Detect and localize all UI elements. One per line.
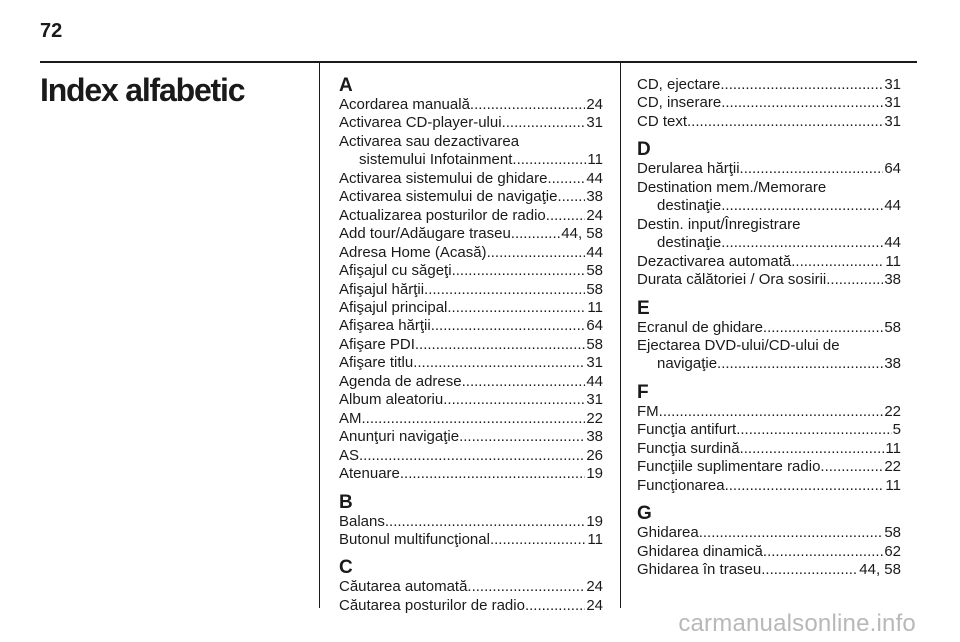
entry-label: Căutarea posturilor de radio: [339, 596, 525, 614]
index-entry[interactable]: [339, 513, 603, 531]
dot-leader: [415, 336, 585, 354]
dot-leader: [725, 477, 885, 495]
entry-page: 58: [884, 524, 901, 542]
dot-leader: [490, 531, 586, 549]
entry-label: Afişarea hărţii: [339, 317, 431, 335]
dot-leader: [385, 513, 585, 531]
entry-label: Activarea sistemului de navigaţie: [339, 188, 558, 206]
dot-leader: [820, 458, 883, 476]
dot-leader: [761, 561, 858, 579]
index-entry[interactable]: [339, 447, 603, 465]
index-entry[interactable]: [339, 96, 603, 114]
index-entry[interactable]: [339, 531, 603, 549]
entry-label: Durata călătoriei / Ora sosirii: [637, 271, 827, 289]
index-section: [637, 76, 901, 131]
entry-page: 24: [586, 206, 603, 224]
index-section: [339, 76, 603, 484]
entry-label: Afişare titlu: [339, 354, 414, 372]
entry-label: FM: [637, 402, 659, 420]
entry-page: 31: [884, 94, 901, 112]
entry-page: 24: [586, 578, 603, 596]
dot-leader: [424, 281, 585, 299]
index-entry[interactable]: [339, 281, 603, 299]
entry-page: 11: [885, 439, 901, 457]
index-entry[interactable]: [637, 76, 901, 94]
index-entry[interactable]: [637, 160, 901, 178]
dot-leader: [736, 421, 891, 439]
dot-leader: [359, 447, 585, 465]
index-entry[interactable]: [339, 428, 603, 446]
entry-label: Activarea CD-player-ului: [339, 114, 502, 132]
index-section: [339, 493, 603, 550]
dot-leader: [447, 299, 586, 317]
entry-label: Funcţia surdină: [637, 439, 740, 457]
entry-page: 58: [884, 318, 901, 336]
dot-leader: [525, 597, 585, 615]
index-entry[interactable]: [339, 373, 603, 391]
dot-leader: [721, 197, 883, 215]
section-letter: F: [637, 381, 649, 403]
dot-leader: [687, 113, 883, 131]
entry-continuation: [637, 197, 901, 215]
dot-leader: [467, 578, 585, 596]
entry-label: Căutarea automată: [339, 578, 468, 596]
dot-leader: [826, 271, 883, 289]
entry-label: Ghidarea dinamică: [637, 542, 763, 560]
entry-label: Destin. input/Înregistrare: [637, 215, 801, 233]
entry-label: Actualizarea posturilor de radio: [339, 206, 546, 224]
entry-label: Afişajul principal: [339, 298, 448, 316]
entry-page: 31: [586, 114, 603, 132]
entry-page: 11: [885, 252, 901, 270]
index-entry[interactable]: [637, 216, 901, 253]
index-entry[interactable]: [637, 561, 901, 579]
index-entry[interactable]: [339, 262, 603, 280]
index-entry[interactable]: [339, 207, 603, 225]
dot-leader: [547, 170, 585, 188]
section-letter: G: [637, 503, 652, 525]
entry-label: Derularea hărţii: [637, 160, 740, 178]
dot-leader: [462, 373, 586, 391]
entry-label: Funcţiile suplimentare radio: [637, 458, 821, 476]
entry-label: Ghidarea în traseu: [637, 561, 762, 579]
entry-page: 26: [586, 446, 603, 464]
entry-label-continued: sistemului Infotainment: [359, 151, 513, 169]
entry-label: CD text: [637, 112, 688, 130]
entry-page: 64: [586, 317, 603, 335]
dot-leader: [720, 76, 883, 94]
entry-continuation: [637, 355, 901, 373]
entry-page: 24: [586, 96, 603, 113]
entry-page: 44: [586, 243, 603, 261]
entry-label: Funcţionarea: [637, 476, 725, 494]
entry-label: CD, inserare: [637, 94, 722, 112]
entry-page: 22: [884, 458, 901, 476]
index-column-1: [339, 76, 603, 624]
watermark: carmanualsonline.info: [678, 610, 916, 637]
section-letter: D: [637, 139, 651, 161]
entry-page: 38: [586, 428, 603, 446]
entry-label: AM: [339, 409, 362, 427]
entry-label: CD, ejectare: [637, 76, 721, 93]
entry-label: Activarea sistemului de ghidare: [339, 169, 548, 187]
entry-label: Album aleatoriu: [339, 391, 444, 409]
dot-leader: [400, 465, 585, 483]
entry-label: Atenuare: [339, 465, 400, 483]
index-entry[interactable]: [339, 391, 603, 409]
section-letter: B: [339, 491, 353, 513]
index-entry[interactable]: [637, 458, 901, 476]
entry-page: 58: [586, 280, 603, 298]
entry-page: 19: [586, 512, 603, 530]
column-divider: [620, 62, 621, 608]
header-rule: [40, 61, 917, 63]
dot-leader: [791, 253, 884, 271]
entry-page: 31: [884, 112, 901, 130]
index-entry[interactable]: [339, 597, 603, 615]
entry-label: Dezactivarea automată: [637, 252, 792, 270]
entry-page: 11: [587, 298, 603, 316]
dot-leader: [557, 188, 585, 206]
entry-label: Ghidarea: [637, 524, 699, 542]
section-letter: A: [339, 75, 353, 96]
dot-leader: [452, 262, 586, 280]
entry-page: 11: [587, 530, 603, 548]
dot-leader: [721, 234, 883, 252]
entry-page: 44, 58: [859, 561, 901, 579]
entry-label: Acordarea manuală: [339, 96, 470, 113]
entry-page: 44: [884, 234, 901, 252]
index-entry[interactable]: [637, 179, 901, 216]
entry-label: AS: [339, 446, 360, 464]
index-entry[interactable]: [339, 336, 603, 354]
index-entry[interactable]: [339, 114, 603, 132]
entry-page: 31: [586, 354, 603, 372]
page-title: Index alfabetic: [40, 72, 245, 108]
entry-label: Anunţuri navigaţie: [339, 428, 460, 446]
index-entry[interactable]: [637, 543, 901, 561]
entry-continuation: [339, 151, 603, 169]
entry-page: 38: [884, 355, 901, 373]
entry-page: 62: [884, 542, 901, 560]
index-entry[interactable]: [637, 271, 901, 289]
index-section: [637, 383, 901, 495]
page-number: 72: [40, 20, 63, 42]
entry-label: Funcţia antifurt: [637, 421, 737, 439]
dot-leader: [459, 428, 585, 446]
index-entry[interactable]: [339, 244, 603, 262]
entry-page: 38: [586, 188, 603, 206]
dot-leader: [740, 440, 885, 458]
index-section: [339, 558, 603, 615]
entry-page: 19: [586, 465, 603, 483]
entry-label: Butonul multifuncţional: [339, 530, 490, 548]
section-letter: C: [339, 557, 353, 579]
index-entry[interactable]: [637, 113, 901, 131]
entry-label: Add tour/Adăugare traseu: [339, 225, 511, 243]
entry-label: Ecranul de ghidare: [637, 318, 763, 336]
dot-leader: [470, 96, 585, 114]
dot-leader: [431, 317, 586, 335]
index-entry[interactable]: [637, 253, 901, 271]
index-section: [637, 299, 901, 374]
entry-page: 11: [885, 476, 901, 494]
index-entry[interactable]: [637, 94, 901, 112]
index-entry[interactable]: [637, 421, 901, 439]
dot-leader: [699, 524, 884, 542]
index-entry[interactable]: [339, 170, 603, 188]
dot-leader: [546, 207, 586, 225]
dot-leader: [487, 244, 586, 262]
dot-leader: [512, 151, 586, 169]
index-entry[interactable]: [339, 188, 603, 206]
index-entry[interactable]: [637, 440, 901, 458]
entry-label: Afişare PDI: [339, 335, 415, 353]
index-column-2: [637, 76, 901, 589]
entry-label-continued: destinaţie: [657, 234, 722, 252]
index-entry[interactable]: [339, 410, 603, 428]
entry-page: 58: [586, 262, 603, 280]
index-entry[interactable]: [637, 403, 901, 421]
entry-page: 31: [884, 76, 901, 93]
dot-leader: [511, 225, 560, 243]
entry-page: 64: [884, 160, 901, 178]
dot-leader: [362, 410, 586, 428]
index-entry[interactable]: [339, 317, 603, 335]
dot-leader: [740, 160, 884, 178]
dot-leader: [413, 354, 585, 372]
entry-label: Adresa Home (Acasă): [339, 243, 487, 261]
entry-page: 44, 58: [561, 225, 603, 243]
entry-label: Agenda de adrese: [339, 372, 462, 390]
dot-leader: [443, 391, 585, 409]
dot-leader: [659, 403, 884, 421]
entry-label: Balans: [339, 512, 385, 530]
entry-page: 44: [586, 169, 603, 187]
entry-page: 24: [586, 596, 603, 614]
entry-label-continued: destinaţie: [657, 197, 722, 215]
section-letter: E: [637, 297, 650, 319]
entry-label: Afişajul hărţii: [339, 280, 425, 298]
index-entry[interactable]: [339, 578, 603, 596]
dot-leader: [717, 355, 883, 373]
index-entry[interactable]: [339, 133, 603, 170]
index-entry[interactable]: [637, 337, 901, 374]
entry-label: Afişajul cu săgeţi: [339, 262, 452, 280]
entry-page: 44: [884, 197, 901, 215]
entry-page: 5: [892, 421, 901, 439]
column-divider: [319, 62, 320, 608]
entry-page: 38: [884, 271, 901, 289]
index-section: [637, 504, 901, 579]
entry-page: 22: [884, 402, 901, 420]
entry-label: Ejectarea DVD-ului/CD-ului de: [637, 336, 840, 354]
entry-continuation: [637, 234, 901, 252]
index-entry[interactable]: [339, 465, 603, 483]
dot-leader: [721, 94, 883, 112]
entry-page: 58: [586, 335, 603, 353]
index-entry[interactable]: [637, 524, 901, 542]
entry-page: 22: [586, 409, 603, 427]
index-entry[interactable]: [637, 477, 901, 495]
dot-leader: [502, 114, 586, 132]
entry-page: 31: [586, 391, 603, 409]
dot-leader: [763, 543, 883, 561]
index-entry[interactable]: [637, 319, 901, 337]
dot-leader: [763, 319, 883, 337]
entry-label: Destination mem./Memorare: [637, 178, 827, 196]
entry-label-continued: navigaţie: [657, 355, 718, 373]
index-entry[interactable]: [339, 299, 603, 317]
index-entry[interactable]: [339, 225, 603, 243]
index-entry[interactable]: [339, 354, 603, 372]
entry-page: 44: [586, 372, 603, 390]
entry-label: Activarea sau dezactivarea: [339, 132, 520, 150]
entry-page: 11: [587, 151, 603, 169]
index-section: [637, 140, 901, 289]
